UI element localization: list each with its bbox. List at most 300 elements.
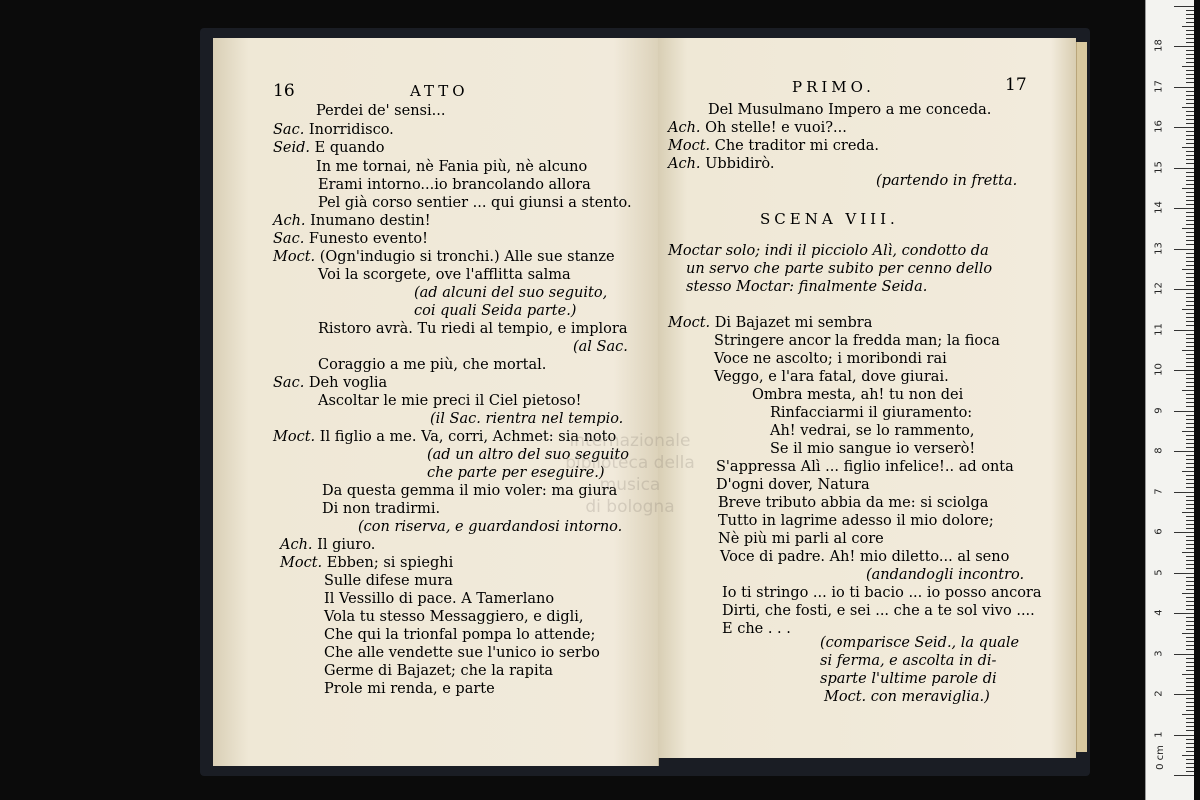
- speaker-name: Seid.: [273, 140, 311, 156]
- verse-line: [318, 194, 632, 212]
- ruler-tick: [1174, 451, 1194, 452]
- line-text: Prole mi renda, e parte: [324, 681, 495, 697]
- ruler-tick: [1186, 767, 1194, 768]
- line-text: Il giuro.: [317, 537, 376, 553]
- ruler-tick: [1186, 666, 1194, 667]
- line-text: Vola tu stesso Messaggiero, e digli,: [324, 609, 584, 625]
- stage-direction: [820, 670, 997, 688]
- ruler-number: 9: [1153, 406, 1165, 414]
- line-text: un servo che parte subito per cenno dello: [686, 261, 993, 277]
- verse-line: [318, 356, 546, 374]
- line-text: Ebben; si spieghi: [326, 555, 454, 571]
- ruler-tick: [1186, 690, 1194, 691]
- line-text: (al Sac.: [573, 339, 628, 355]
- ruler-tick: [1186, 78, 1194, 79]
- ruler-tick: [1186, 82, 1194, 83]
- verse-line: [722, 620, 791, 638]
- left-running-head: ATTO: [410, 82, 469, 100]
- ruler-number: 8: [1153, 447, 1165, 454]
- ruler-tick: [1186, 483, 1194, 484]
- verse-line: [716, 476, 870, 494]
- line-text: Breve tributo abbia da me: si sciolga: [718, 495, 989, 511]
- ruler-tick: [1186, 730, 1194, 731]
- ruler-tick: [1186, 589, 1194, 590]
- line-text: Erami intorno...io brancolando allora: [318, 177, 591, 193]
- ruler-number: 3: [1153, 649, 1165, 657]
- ruler-tick: [1174, 330, 1194, 331]
- stage-direction: [414, 302, 576, 320]
- ruler-tick: [1186, 18, 1194, 19]
- ruler-tick: [1186, 155, 1194, 156]
- ruler-number: 1: [1153, 730, 1165, 738]
- ruler-tick: [1186, 119, 1194, 120]
- ruler-tick: [1174, 87, 1194, 88]
- speaker-name: Moct.: [668, 138, 711, 154]
- line-text: Germe di Bajazet; che la rapita: [324, 663, 554, 679]
- ruler-tick: [1186, 240, 1194, 241]
- ruler-tick: [1186, 625, 1194, 626]
- verse-line: [273, 230, 428, 248]
- ruler-tick: [1186, 763, 1194, 764]
- verse-line: [722, 584, 1042, 602]
- ruler-tick: [1186, 321, 1194, 322]
- speaker-name: Moct.: [273, 249, 316, 265]
- ruler-tick: [1186, 232, 1194, 233]
- line-text: Sulle difese mura: [324, 573, 453, 589]
- ruler-tick: [1186, 362, 1194, 363]
- ruler-number: 6: [1153, 528, 1165, 535]
- ruler-tick: [1186, 200, 1194, 201]
- speaker-name: Sac.: [273, 375, 305, 391]
- line-text: Inorridisco.: [308, 122, 394, 138]
- verse-line: [324, 644, 600, 662]
- line-text: Il figlio a me. Va, corri, Achmet: sia noto: [319, 429, 617, 445]
- line-text: sparte l'ultime parole di: [820, 671, 997, 687]
- ruler-number: 18: [1153, 39, 1165, 52]
- ruler-tick: [1186, 163, 1194, 164]
- line-text: Io ti stringo ... io ti bacio ... io posso ancora: [722, 585, 1042, 601]
- ruler-tick: [1186, 180, 1194, 181]
- ruler-tick: [1186, 342, 1194, 343]
- ruler-number: 13: [1153, 241, 1165, 255]
- ruler-tick: [1186, 621, 1194, 622]
- ruler-tick: [1186, 91, 1194, 92]
- stage-direction: [573, 338, 628, 356]
- ruler-tick: [1186, 38, 1194, 39]
- line-text: Moct. con meraviglia.): [824, 689, 990, 705]
- ruler-tick: [1186, 759, 1194, 760]
- ruler-tick: [1174, 46, 1194, 47]
- ruler-tick: [1186, 192, 1194, 193]
- speaker-name: Moct.: [273, 429, 316, 445]
- ruler-tick: [1186, 305, 1194, 306]
- line-text: Perdei de' sensi...: [316, 103, 446, 119]
- line-text: Veggo, e l'ara fatal, dove giurai.: [714, 369, 949, 385]
- ruler-number: 10: [1153, 363, 1165, 376]
- ruler-tick: [1186, 605, 1194, 606]
- verse-line: [708, 101, 991, 119]
- ruler-tick: [1186, 540, 1194, 541]
- line-text: D'ogni dover, Natura: [716, 477, 870, 493]
- ruler-tick: [1186, 548, 1194, 549]
- ruler-tick: [1186, 382, 1194, 383]
- ruler-number: 11: [1153, 322, 1165, 336]
- line-text: Ah! vedrai, se lo rammento,: [770, 423, 975, 439]
- verse-line: [324, 680, 495, 698]
- verse-line: [316, 102, 445, 120]
- speaker-name: Ach.: [273, 213, 306, 229]
- ruler-tick: [1186, 30, 1194, 31]
- ruler-tick: [1186, 443, 1194, 444]
- ruler-tick: [1174, 532, 1194, 533]
- ruler-tick: [1186, 354, 1194, 355]
- ruler-tick: [1186, 662, 1194, 663]
- line-text: (partendo in fretta.: [876, 173, 1018, 189]
- ruler-tick: [1186, 568, 1194, 569]
- ruler-tick: [1174, 168, 1194, 169]
- ruler-tick: [1174, 411, 1194, 412]
- ruler-tick: [1186, 184, 1194, 185]
- verse-line: [714, 368, 949, 386]
- ruler-tick: [1182, 593, 1194, 594]
- line-text: Dirti, che fosti, e sei ... che a te sol vivo ....: [722, 603, 1035, 619]
- line-text: E quando: [314, 140, 385, 156]
- line-text: Coraggio a me più, che mortal.: [318, 357, 547, 373]
- ruler-tick: [1186, 577, 1194, 578]
- ruler-tick: [1186, 560, 1194, 561]
- ruler-tick: [1186, 678, 1194, 679]
- verse-line: [714, 350, 947, 368]
- ruler-tick: [1186, 58, 1194, 59]
- ruler-tick: [1186, 236, 1194, 237]
- ruler-tick: [1182, 188, 1194, 189]
- stage-direction: [876, 172, 1017, 190]
- ruler-tick: [1186, 698, 1194, 699]
- ruler-tick: [1186, 172, 1194, 173]
- ruler-tick: [1186, 394, 1194, 395]
- ruler-tick: [1186, 739, 1194, 740]
- line-text: (ad un altro del suo seguito: [427, 447, 629, 463]
- ruler-tick: [1186, 54, 1194, 55]
- ruler-tick: [1174, 249, 1194, 250]
- line-text: Voce ne ascolto; i moribondi rai: [714, 351, 947, 367]
- ruler-tick: [1174, 208, 1194, 209]
- ruler-tick: [1186, 544, 1194, 545]
- ruler-tick: [1186, 585, 1194, 586]
- ruler-tick: [1186, 99, 1194, 100]
- ruler-tick: [1174, 6, 1194, 7]
- verse-line: [322, 500, 440, 518]
- line-text: (comparisce Seid., la quale: [820, 635, 1020, 651]
- ruler-tick: [1182, 714, 1194, 715]
- verse-line: [668, 137, 879, 155]
- ruler-tick: [1174, 654, 1194, 655]
- line-text: S'appressa Alì ... figlio infelice!.. ad onta: [716, 459, 1014, 475]
- line-text: (con riserva, e guardandosi intorno.: [358, 519, 623, 535]
- verse-line: [770, 440, 975, 458]
- ruler-tick: [1186, 459, 1194, 460]
- speaker-name: Ach.: [280, 537, 313, 553]
- line-text: che parte per eseguire.): [427, 465, 605, 481]
- line-text: Moctar solo; indi il picciolo Alì, condotto da: [668, 243, 989, 259]
- line-text: Ristoro avrà. Tu riedi al tempio, e implora: [318, 321, 628, 337]
- ruler-tick: [1186, 131, 1194, 132]
- line-text: In me tornai, nè Fania più, nè alcuno: [316, 159, 588, 175]
- left-page-number: 16: [273, 81, 295, 101]
- ruler-tick: [1186, 325, 1194, 326]
- ruler-tick: [1186, 682, 1194, 683]
- stage-direction: [668, 242, 989, 260]
- watermark-line: biblioteca della musica: [565, 453, 695, 495]
- ruler-tick: [1186, 196, 1194, 197]
- verse-line: [718, 530, 884, 548]
- ruler-tick: [1186, 204, 1194, 205]
- ruler-tick: [1182, 390, 1194, 391]
- stage-direction: [820, 634, 1019, 652]
- ruler-tick: [1186, 301, 1194, 302]
- ruler-tick: [1186, 265, 1194, 266]
- verse-line: [324, 626, 595, 644]
- verse-line: [280, 536, 375, 554]
- ruler-tick: [1186, 702, 1194, 703]
- ruler-tick: [1186, 556, 1194, 557]
- ruler-tick: [1186, 722, 1194, 723]
- ruler-tick: [1186, 261, 1194, 262]
- ruler-tick: [1186, 10, 1194, 11]
- ruler-tick: [1182, 431, 1194, 432]
- ruler-tick: [1186, 479, 1194, 480]
- ruler-tick: [1186, 629, 1194, 630]
- line-text: Voi la scorgete, ove l'afflitta salma: [318, 267, 571, 283]
- line-text: Che qui la trionfal pompa lo attende;: [324, 627, 596, 643]
- ruler-tick: [1174, 694, 1194, 695]
- ruler-tick: [1186, 358, 1194, 359]
- ruler-tick: [1186, 528, 1194, 529]
- ruler-tick: [1186, 637, 1194, 638]
- verse-line: [752, 386, 963, 404]
- line-text: Che alle vendette sue l'unico io serbo: [324, 645, 600, 661]
- ruler-number: 7: [1153, 487, 1165, 495]
- ruler-tick: [1186, 419, 1194, 420]
- stage-direction: [866, 566, 1024, 584]
- ruler-tick: [1186, 455, 1194, 456]
- line-text: (andandogli incontro.: [866, 567, 1025, 583]
- ruler-tick: [1182, 512, 1194, 513]
- ruler-tick: [1174, 289, 1194, 290]
- verse-line: [722, 602, 1035, 620]
- ruler-number: 5: [1153, 568, 1165, 576]
- line-text: Inumano destin!: [310, 213, 431, 229]
- ruler-tick: [1186, 771, 1194, 772]
- verse-line: [273, 139, 384, 157]
- verse-line: [273, 212, 431, 230]
- ruler-tick: [1182, 107, 1194, 108]
- ruler-number: 14: [1153, 201, 1165, 214]
- ruler-tick: [1186, 151, 1194, 152]
- ruler-tick: [1186, 487, 1194, 488]
- line-text: SCENA VIII.: [760, 210, 899, 228]
- ruler-tick: [1186, 176, 1194, 177]
- ruler-tick: [1186, 751, 1194, 752]
- verse-line: [714, 332, 1000, 350]
- ruler-number: 15: [1153, 160, 1165, 174]
- verse-line: [273, 248, 615, 266]
- ruler-tick: [1186, 285, 1194, 286]
- ruler-tick: [1186, 95, 1194, 96]
- ruler-tick: [1186, 159, 1194, 160]
- stage-direction: [686, 278, 927, 296]
- ruler-tick: [1186, 743, 1194, 744]
- ruler-tick: [1186, 297, 1194, 298]
- verse-line: [318, 266, 571, 284]
- line-text: Voce di padre. Ah! mio diletto... al seno: [720, 549, 1010, 565]
- ruler-tick: [1174, 775, 1194, 776]
- line-text: (Ogn'indugio si tronchi.) Alle sue stanze: [319, 249, 615, 265]
- ruler-tick: [1182, 552, 1194, 553]
- line-text: Ascoltar le mie preci il Ciel pietoso!: [318, 393, 582, 409]
- ruler-tick: [1186, 500, 1194, 501]
- verse-line: [324, 662, 553, 680]
- ruler-tick: [1186, 508, 1194, 509]
- stage-direction: [430, 410, 623, 428]
- speaker-name: Moct.: [668, 315, 711, 331]
- ruler-tick: [1182, 755, 1194, 756]
- ruler-tick: [1186, 253, 1194, 254]
- ruler-tick: [1182, 471, 1194, 472]
- ruler-tick: [1186, 496, 1194, 497]
- speaker-name: Sac.: [273, 231, 305, 247]
- verse-line: [324, 590, 554, 608]
- line-text: Pel già corso sentier ... qui giunsi a stento.: [318, 195, 632, 211]
- ruler-unit-label: 0 cm: [1154, 745, 1166, 770]
- ruler-tick: [1186, 346, 1194, 347]
- ruler-tick: [1186, 244, 1194, 245]
- ruler-tick: [1186, 273, 1194, 274]
- ruler-tick: [1186, 597, 1194, 598]
- ruler-tick: [1186, 115, 1194, 116]
- watermark-line: di bologna: [585, 497, 675, 517]
- ruler-tick: [1186, 747, 1194, 748]
- line-text: si ferma, e ascolta in di-: [820, 653, 997, 669]
- line-text: (il Sac. rientra nel tempio.: [430, 411, 624, 427]
- verse-line: [718, 494, 988, 512]
- line-text: Ubbidirò.: [705, 156, 775, 172]
- ruler-tick: [1186, 277, 1194, 278]
- line-text: Deh voglia: [308, 375, 388, 391]
- ruler-tick: [1186, 281, 1194, 282]
- verse-line: [318, 392, 581, 410]
- stage-direction: [414, 284, 607, 302]
- line-text: Di non tradirmi.: [322, 501, 441, 517]
- line-text: (ad alcuni del suo seguito,: [414, 285, 608, 301]
- ruler-tick: [1186, 111, 1194, 112]
- verse-line: [668, 155, 775, 173]
- ruler-tick: [1186, 50, 1194, 51]
- ruler-number: 17: [1153, 79, 1165, 93]
- ruler-tick: [1186, 34, 1194, 35]
- verse-line: [318, 320, 627, 338]
- verse-line: [273, 374, 387, 392]
- verse-line: [324, 608, 584, 626]
- line-text: coi quali Seida parte.): [414, 303, 577, 319]
- ruler-tick: [1174, 573, 1194, 574]
- line-text: Il Vessillo di pace. A Tamerlano: [324, 591, 555, 607]
- ruler-tick: [1186, 649, 1194, 650]
- ruler-tick: [1186, 467, 1194, 468]
- ruler-tick: [1186, 313, 1194, 314]
- ruler-tick: [1186, 475, 1194, 476]
- measurement-ruler: [1145, 0, 1194, 800]
- ruler-tick: [1186, 135, 1194, 136]
- stage-direction: [824, 688, 990, 706]
- line-text: Tutto in lagrime adesso il mio dolore;: [718, 513, 994, 529]
- ruler-tick: [1186, 366, 1194, 367]
- ruler-tick: [1186, 726, 1194, 727]
- ruler-tick: [1186, 686, 1194, 687]
- ruler-tick: [1182, 147, 1194, 148]
- verse-line: [318, 176, 591, 194]
- ruler-tick: [1186, 378, 1194, 379]
- verse-line: [668, 119, 847, 137]
- ruler-tick: [1186, 536, 1194, 537]
- speaker-name: Sac.: [273, 122, 305, 138]
- speaker-name: Moct.: [280, 555, 323, 571]
- ruler-tick: [1186, 710, 1194, 711]
- ruler-tick: [1186, 212, 1194, 213]
- verse-line: [718, 512, 994, 530]
- ruler-tick: [1186, 463, 1194, 464]
- ruler-tick: [1182, 269, 1194, 270]
- ruler-tick: [1186, 427, 1194, 428]
- ruler-tick: [1186, 224, 1194, 225]
- ruler-tick: [1186, 62, 1194, 63]
- page-edges: [1076, 42, 1087, 752]
- ruler-tick: [1186, 406, 1194, 407]
- ruler-tick: [1186, 398, 1194, 399]
- ruler-tick: [1186, 220, 1194, 221]
- right-page-number: 17: [1005, 75, 1027, 95]
- ruler-tick: [1186, 524, 1194, 525]
- ruler-tick: [1182, 350, 1194, 351]
- ruler-tick: [1174, 735, 1194, 736]
- ruler-tick: [1186, 42, 1194, 43]
- line-text: Funesto evento!: [308, 231, 428, 247]
- ruler-tick: [1186, 423, 1194, 424]
- verse-line: [770, 404, 972, 422]
- ruler-tick: [1186, 74, 1194, 75]
- line-text: Oh stelle! e vuoi?...: [705, 120, 847, 136]
- ruler-tick: [1186, 670, 1194, 671]
- verse-line: [720, 548, 1009, 566]
- ruler-tick: [1186, 14, 1194, 15]
- ruler-tick: [1174, 613, 1194, 614]
- ruler-tick: [1186, 386, 1194, 387]
- ruler-tick: [1186, 609, 1194, 610]
- ruler-tick: [1182, 26, 1194, 27]
- ruler-tick: [1186, 103, 1194, 104]
- ruler-tick: [1174, 492, 1194, 493]
- stage-direction: [358, 518, 622, 536]
- line-text: Del Musulmano Impero a me conceda.: [708, 102, 992, 118]
- ruler-tick: [1186, 123, 1194, 124]
- line-text: Se il mio sangue io verserò!: [770, 441, 976, 457]
- verse-line: [716, 458, 1014, 476]
- ruler-tick: [1186, 504, 1194, 505]
- line-text: Stringere ancor la fredda man; la fioca: [714, 333, 1000, 349]
- ruler-number: 16: [1153, 120, 1165, 133]
- watermark-line: internazionale: [569, 431, 691, 451]
- ruler-number: 2: [1153, 690, 1165, 697]
